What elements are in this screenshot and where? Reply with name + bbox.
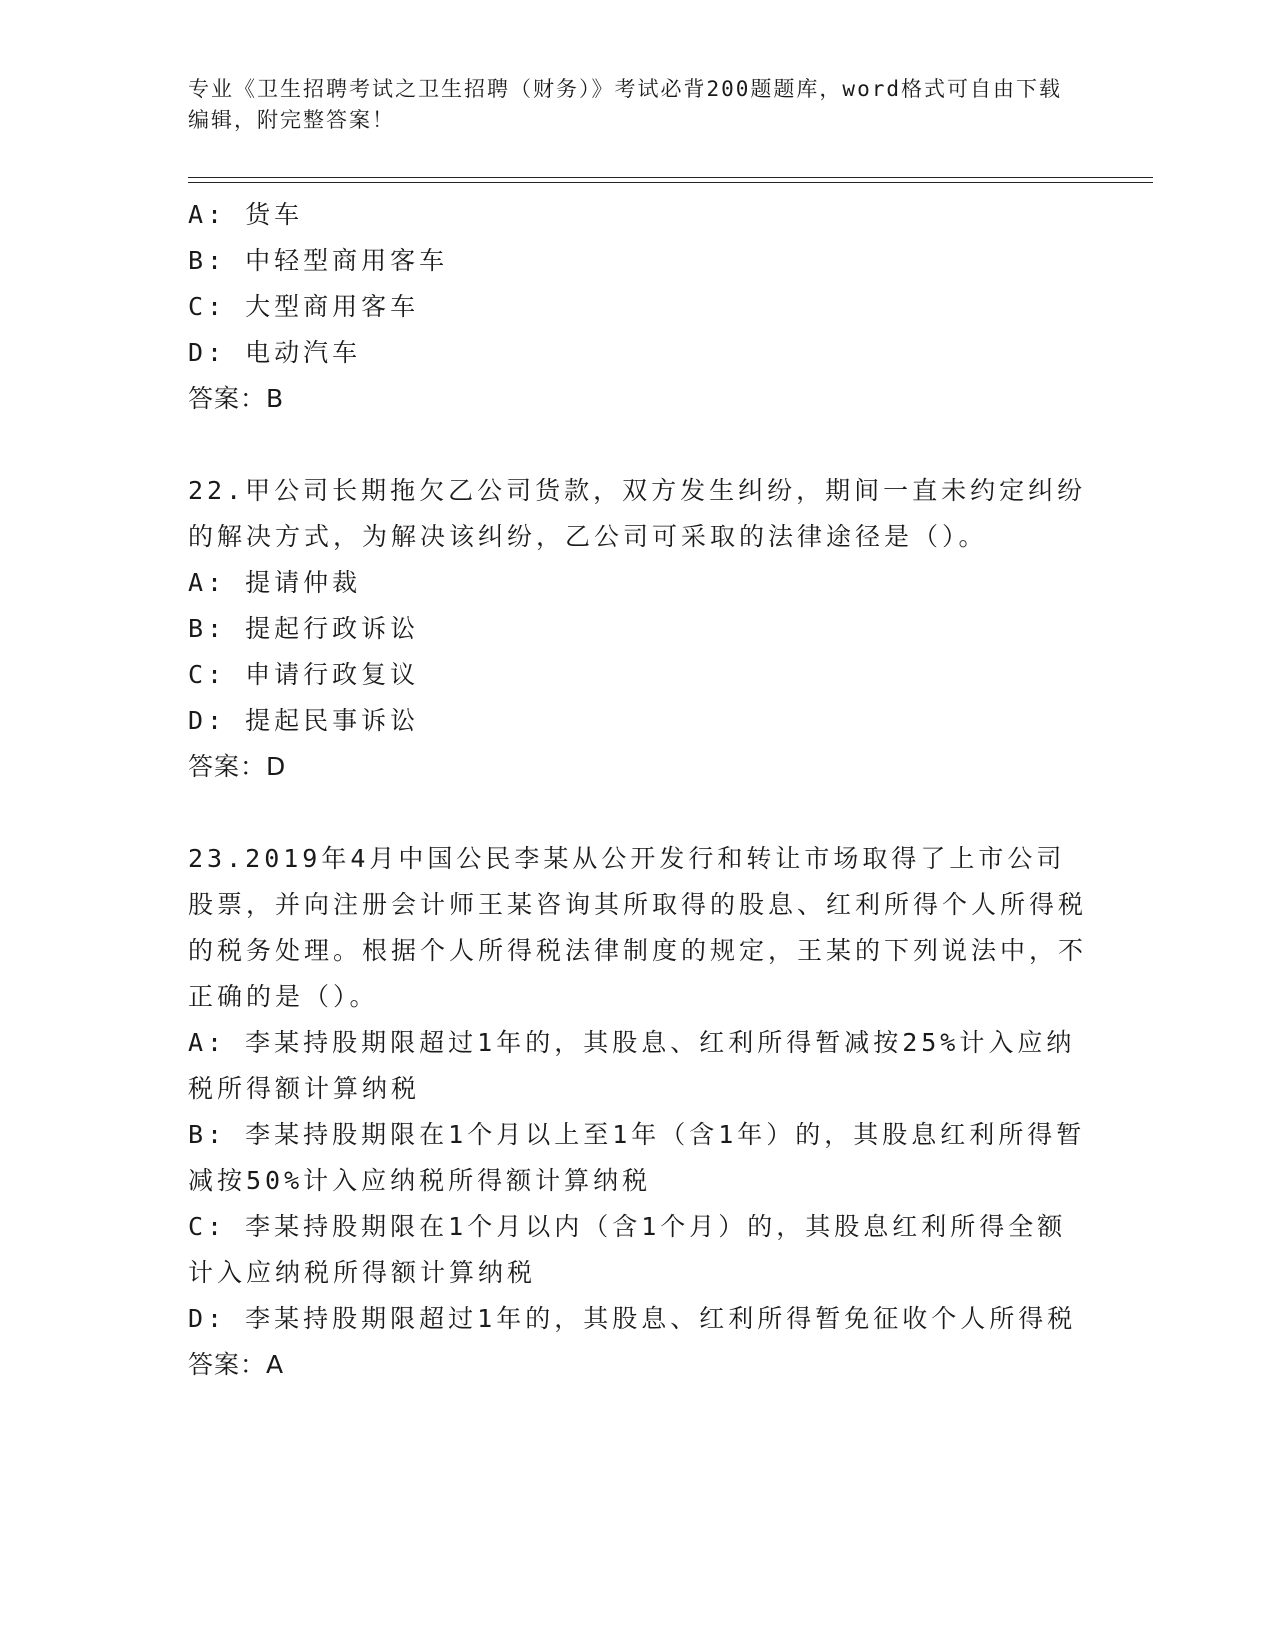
option-c: C: 大型商用客车	[188, 292, 420, 321]
option-a: A: 李某持股期限超过1年的，其股息、红利所得暂减按25%计入应纳税所得额计算纳税	[188, 1028, 1076, 1103]
question-23	[188, 836, 1088, 1388]
option-b: B: 中轻型商用客车	[188, 246, 449, 275]
document-content	[188, 192, 1088, 1388]
option-c: C: 李某持股期限在1个月以内（含1个月）的，其股息红利所得全额计入应纳税所得额计算纳税	[188, 1212, 1067, 1287]
spacer	[188, 790, 1088, 836]
answer-line: 答案：D	[188, 752, 287, 781]
option-b: B: 李某持股期限在1个月以上至1年（含1年）的，其股息红利所得暂减按50%计入应纳税所得额计算纳税	[188, 1120, 1086, 1195]
header-divider-bottom	[188, 182, 1153, 183]
option-a: A: 货车	[188, 200, 304, 229]
answer-line: 答案：A	[188, 1350, 285, 1379]
document-header-title: 专业《卫生招聘考试之卫生招聘（财务）》考试必背200题题库，word格式可自由下载编辑，附完整答案！	[188, 77, 1062, 132]
question-22	[188, 468, 1088, 790]
spacer	[188, 422, 1088, 468]
answer-line: 答案：B	[188, 384, 285, 413]
question-text: 23.2019年4月中国公民李某从公开发行和转让市场取得了上市公司股票，并向注册会计师王某咨询其所取得的股息、红利所得个人所得税的税务处理。根据个人所得税法律制度的规定，王某的下列说法中，不正确的是（）。	[188, 844, 1088, 1011]
option-d: D: 提起民事诉讼	[188, 706, 420, 735]
option-a: A: 提请仲裁	[188, 568, 362, 597]
option-b: B: 提起行政诉讼	[188, 614, 420, 643]
option-d: D: 电动汽车	[188, 338, 362, 367]
option-c: C: 申请行政复议	[188, 660, 420, 689]
question-21-tail	[188, 192, 1088, 422]
option-d: D: 李某持股期限超过1年的，其股息、红利所得暂免征收个人所得税	[188, 1304, 1077, 1333]
header-divider-top	[188, 177, 1153, 178]
question-text: 22.甲公司长期拖欠乙公司货款，双方发生纠纷，期间一直未约定纠纷的解决方式，为解决该纠纷，乙公司可采取的法律途径是（）。	[188, 476, 1087, 551]
